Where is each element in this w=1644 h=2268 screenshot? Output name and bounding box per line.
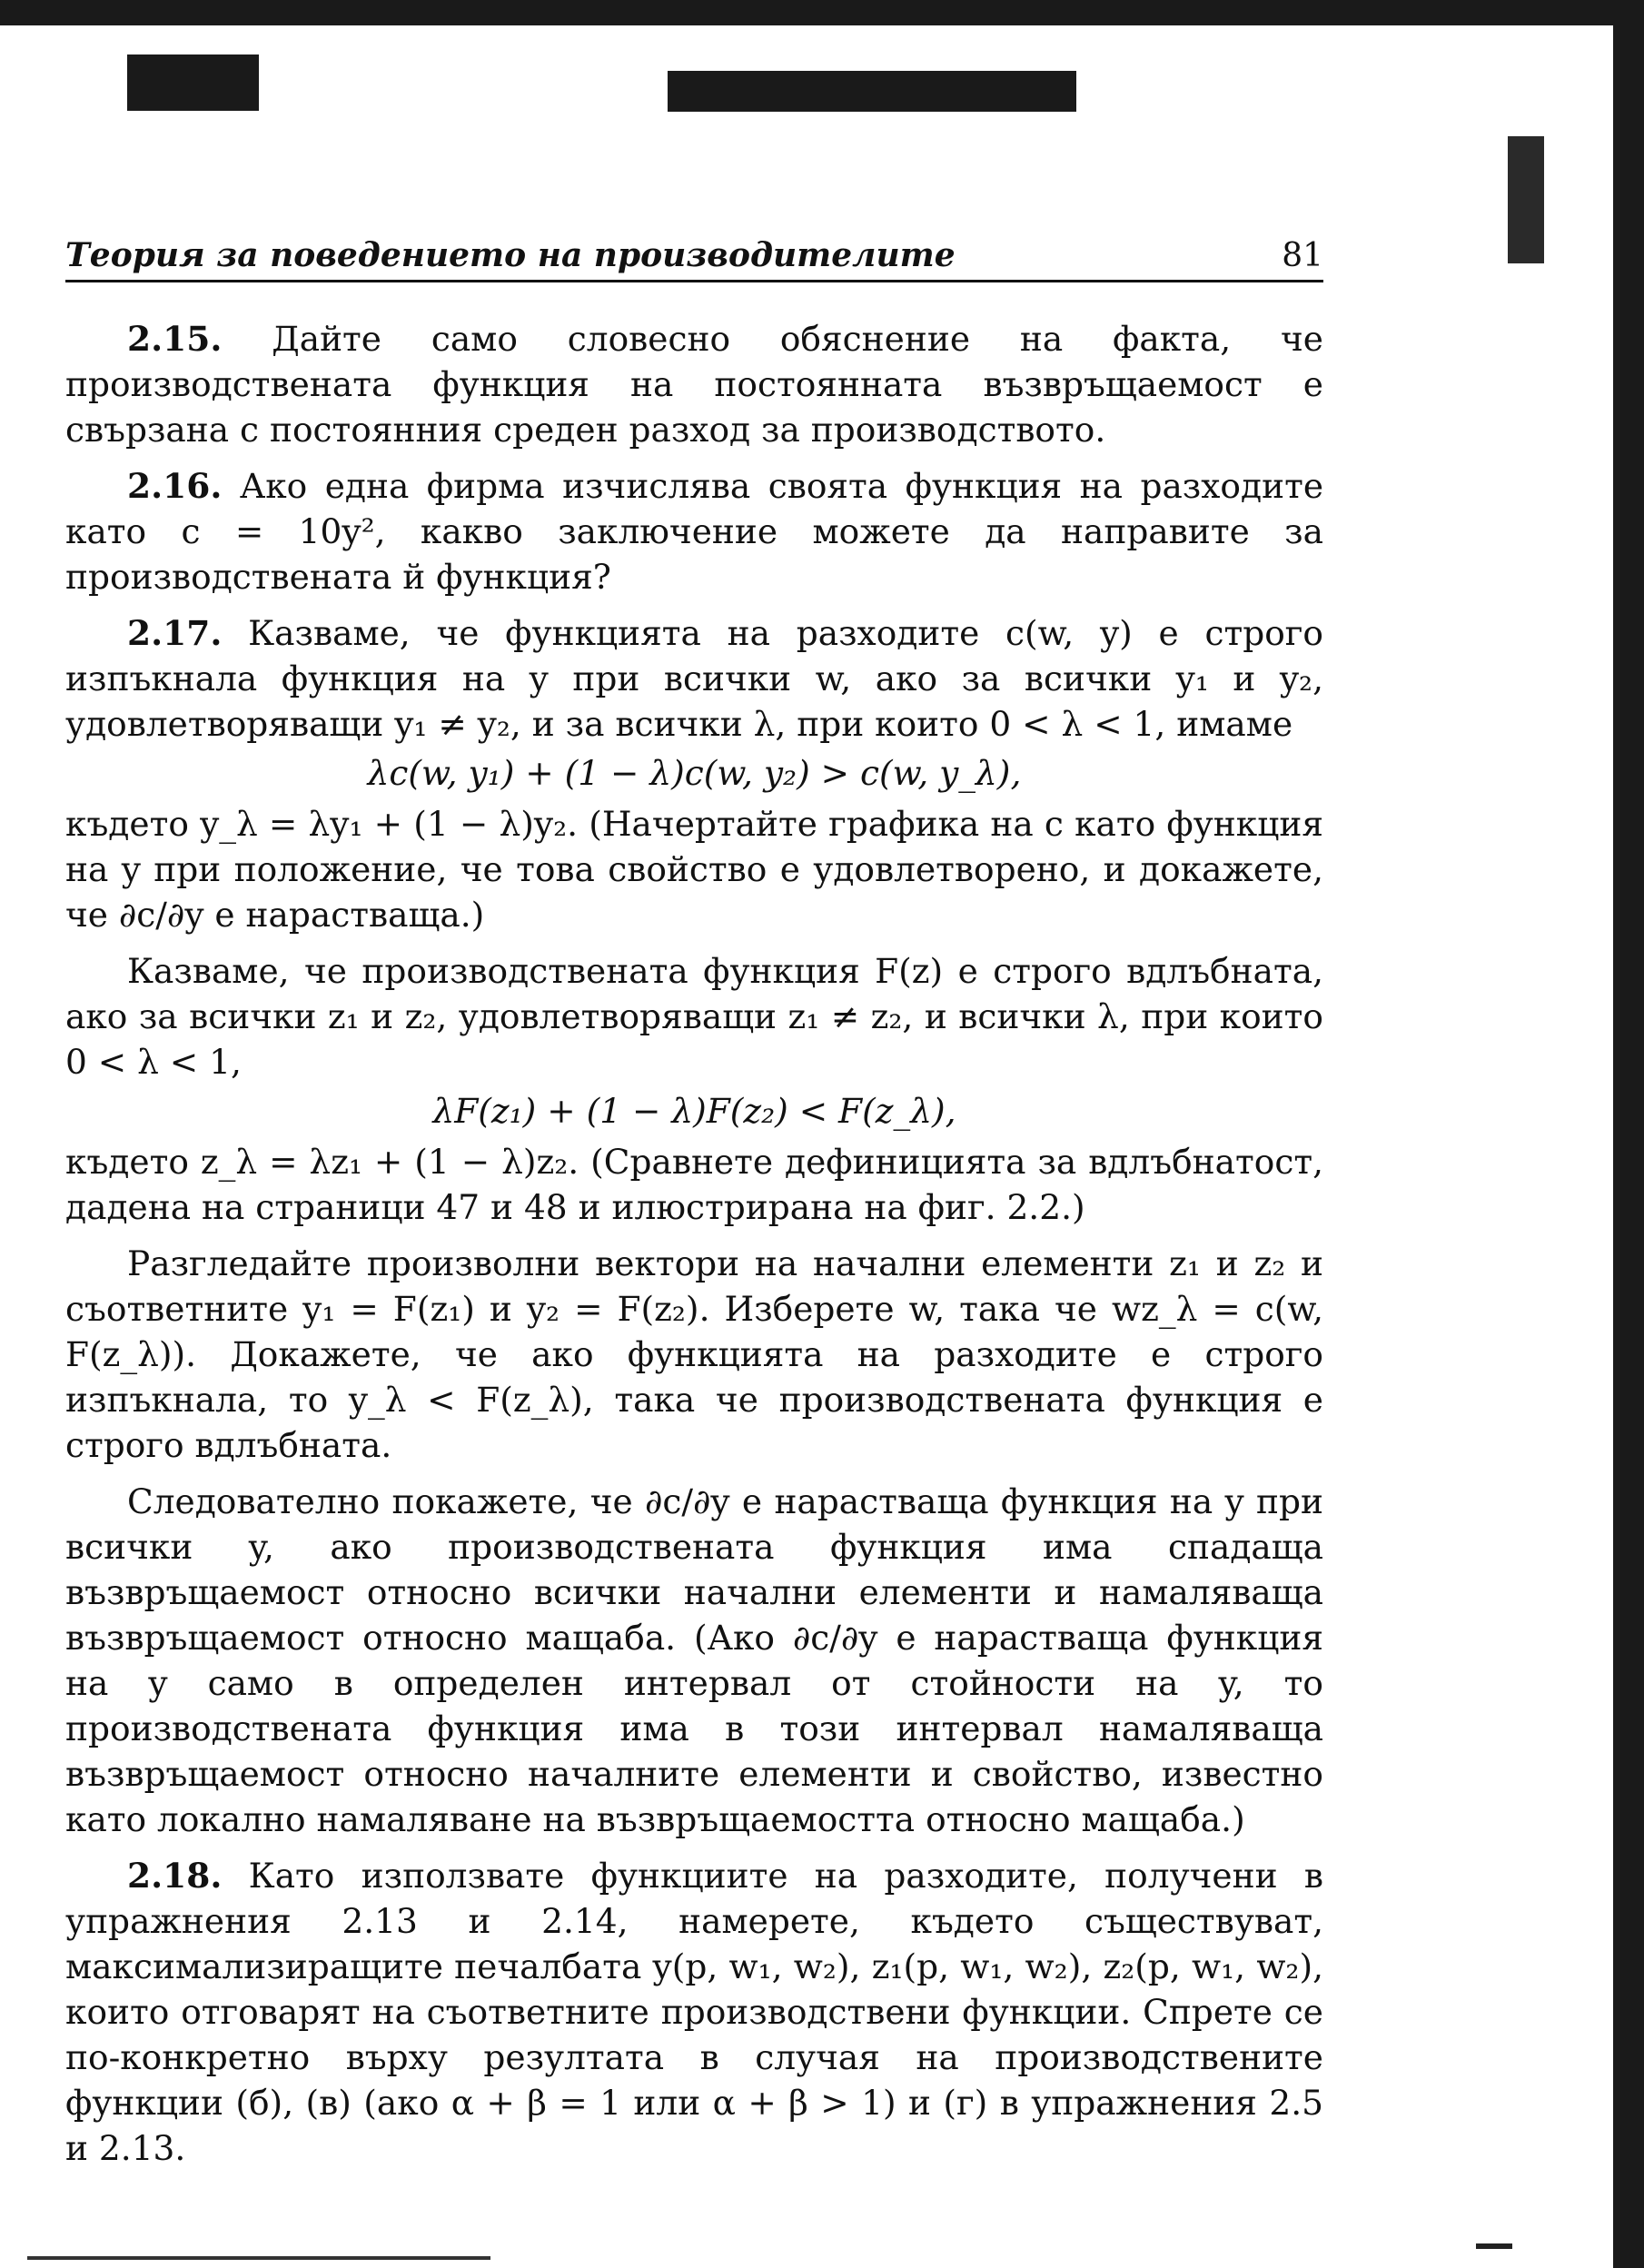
paragraph-conclusion: Следователно покажете, че ∂c/∂y е нарастваща функция на y при всички y, ако производствената функция има спадаща възвръщаемост относно всички начални елементи и намаляваща възвръщаемост относно мащаба. (Ако ∂c/∂y е нарастваща функция на y само в определен интервал от стойности на y, то производствената функция има в този интервал намаляваща възвръщаемост относно началните елементи и свойство, известно като локално намаляване на възвръщаемостта относно мащаба.) [65,1481,1323,1839]
scan-top-border [0,0,1644,25]
paragraph-concavity: Казваме, че производствената функция F(z) е строго вдлъбната, ако за всички z₁ и z₂, удовлетворяващи z₁ ≠ z₂, и всички λ, при които 0 < λ < 1, [65,951,1323,1082]
equation-concavity: λF(z₁) + (1 − λ)F(z₂) < F(z_λ), [432,1091,956,1131]
exercise-2-17 [65,610,1323,747]
paragraph-continuation: където z_λ = λz₁ + (1 − λ)z₂. (Сравнете дефиницията за вдлъбнатост, дадена на страници 47 и 48 и илюстрирана на фиг. 2.2.) [65,1142,1323,1227]
exercise-number: 2.15. [127,319,223,359]
page-number: 81 [1282,237,1323,274]
exercise-2-16 [65,463,1323,599]
scan-bottom-mark [1476,2243,1512,2249]
exercise-number: 2.17. [127,613,223,653]
exercise-number: 2.18. [127,1856,223,1896]
paragraph-continuation: където y_λ = λy₁ + (1 − λ)y₂. (Начертайте графика на c като функция на y при положение, че това свойство е удовлетворено, и докажете, че ∂c/∂y е нарастваща.) [65,804,1323,935]
scan-artifact-left [127,54,259,111]
page-body [65,316,1323,2182]
exercise-text: Дайте само словесно обяснение на факта, че производствената функция на постоянната възвръщаемост е свързана с постоянния среден разход за производството. [65,319,1323,450]
exercise-2-18 [65,1853,1323,2171]
scan-bottom-line [27,2256,490,2260]
exercise-2-15 [65,316,1323,452]
scan-artifact-right [1508,136,1544,263]
equation-convexity: λc(w, y₁) + (1 − λ)c(w, y₂) > c(w, y_λ), [367,753,1022,793]
header-title: Теория за поведението на производителите [65,236,956,274]
running-header [65,229,1323,282]
scan-right-border [1613,0,1644,2268]
paragraph-vectors: Разгледайте произволни вектори на начални елементи z₁ и z₂ и съответните y₁ = F(z₁) и y₂ = F(z₂). Изберете w, така че wz_λ = c(w, F(z_λ)). Докажете, че ако функцията на разходите е строго изпъкнала, то y_λ < F(z_λ), така че производствената функция е строго вдлъбната. [65,1243,1323,1465]
scan-artifact-center [668,71,1076,112]
exercise-text: Като използвате функциите на разходите, получени в упражнения 2.13 и 2.14, намерете, където съществуват, максимализиращите печалбата y(p, w₁, w₂), z₁(p, w₁, w₂), z₂(p, w₁, w₂), които отговарят на съответните производствени функции. Спрете се по-конкретно върху резултата в случая на производствените функции (б), (в) (ако α + β = 1 или α + β > 1) и (г) в упражнения 2.5 и 2.13. [65,1856,1324,2168]
exercise-text: Ако една фирма изчислява своята функция на разходите като c = 10y², какво заключение можете да направите за производствената й функция? [65,466,1324,597]
exercise-text: Казваме, че функцията на разходите c(w, y) е строго изпъкнала функция на y при всички w, ако за всички y₁ и y₂, удовлетворяващи y₁ ≠ y₂, и за всички λ, при които 0 < λ < 1, имаме [65,613,1324,744]
exercise-number: 2.16. [127,466,223,506]
